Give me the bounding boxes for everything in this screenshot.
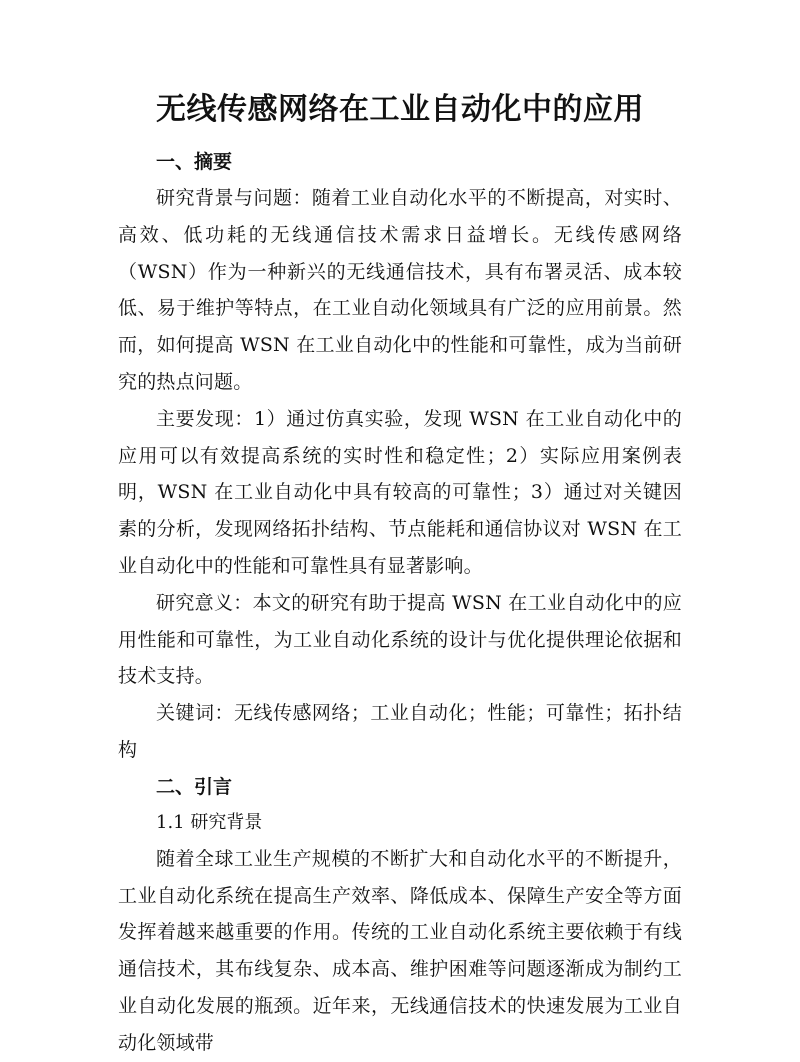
paper-title: 无线传感网络在工业自动化中的应用 bbox=[156, 92, 644, 127]
abstract-background-paragraph: 研究背景与问题：随着工业自动化水平的不断提高，对实时、高效、低功耗的无线通信技术需求日益增长。无线传感网络（WSN）作为一种新兴的无线通信技术，具有布署灵活、成本较低、易于维护等特点，在工业自动化领域具有广泛的应用前景。然而，如何提高 WSN 在工业自动化中的性能和可靠性，成为当前研究的热点问题。 bbox=[118, 187, 682, 393]
introduction-paragraph: 随着全球工业生产规模的不断扩大和自动化水平的不断提升，工业自动化系统在提高生产效率、降低成本、保障生产安全等方面发挥着越来越重要的作用。传统的工业自动化系统主要依赖于有线通信技术，其布线复杂、成本高、维护困难等问题逐渐成为制约工业自动化发展的瓶颈。近年来，无线通信技术的快速发展为工业自动化领域带 bbox=[118, 847, 682, 1054]
abstract-significance-paragraph: 研究意义：本文的研究有助于提高 WSN 在工业自动化中的应用性能和可靠性，为工业自动化系统的设计与优化提供理论依据和技术支持。 bbox=[118, 591, 682, 688]
section-heading-introduction: 二、引言 bbox=[156, 775, 233, 798]
abstract-findings-paragraph: 主要发现：1）通过仿真实验，发现 WSN 在工业自动化中的应用可以有效提高系统的实时性和稳定性；2）实际应用案例表明，WSN 在工业自动化中具有较高的可靠性；3）通过对关键因素的分析，发现网络拓扑结构、节点能耗和通信协议对 WSN 在工业自动化中的性能和可靠性具有显著影响。 bbox=[118, 407, 682, 577]
keywords-line: 关键词：无线传感网络；工业自动化；性能；可靠性；拓扑结构 bbox=[118, 702, 682, 761]
subsection-heading-background: 1.1 研究背景 bbox=[156, 811, 263, 833]
section-heading-abstract: 一、摘要 bbox=[156, 151, 233, 173]
